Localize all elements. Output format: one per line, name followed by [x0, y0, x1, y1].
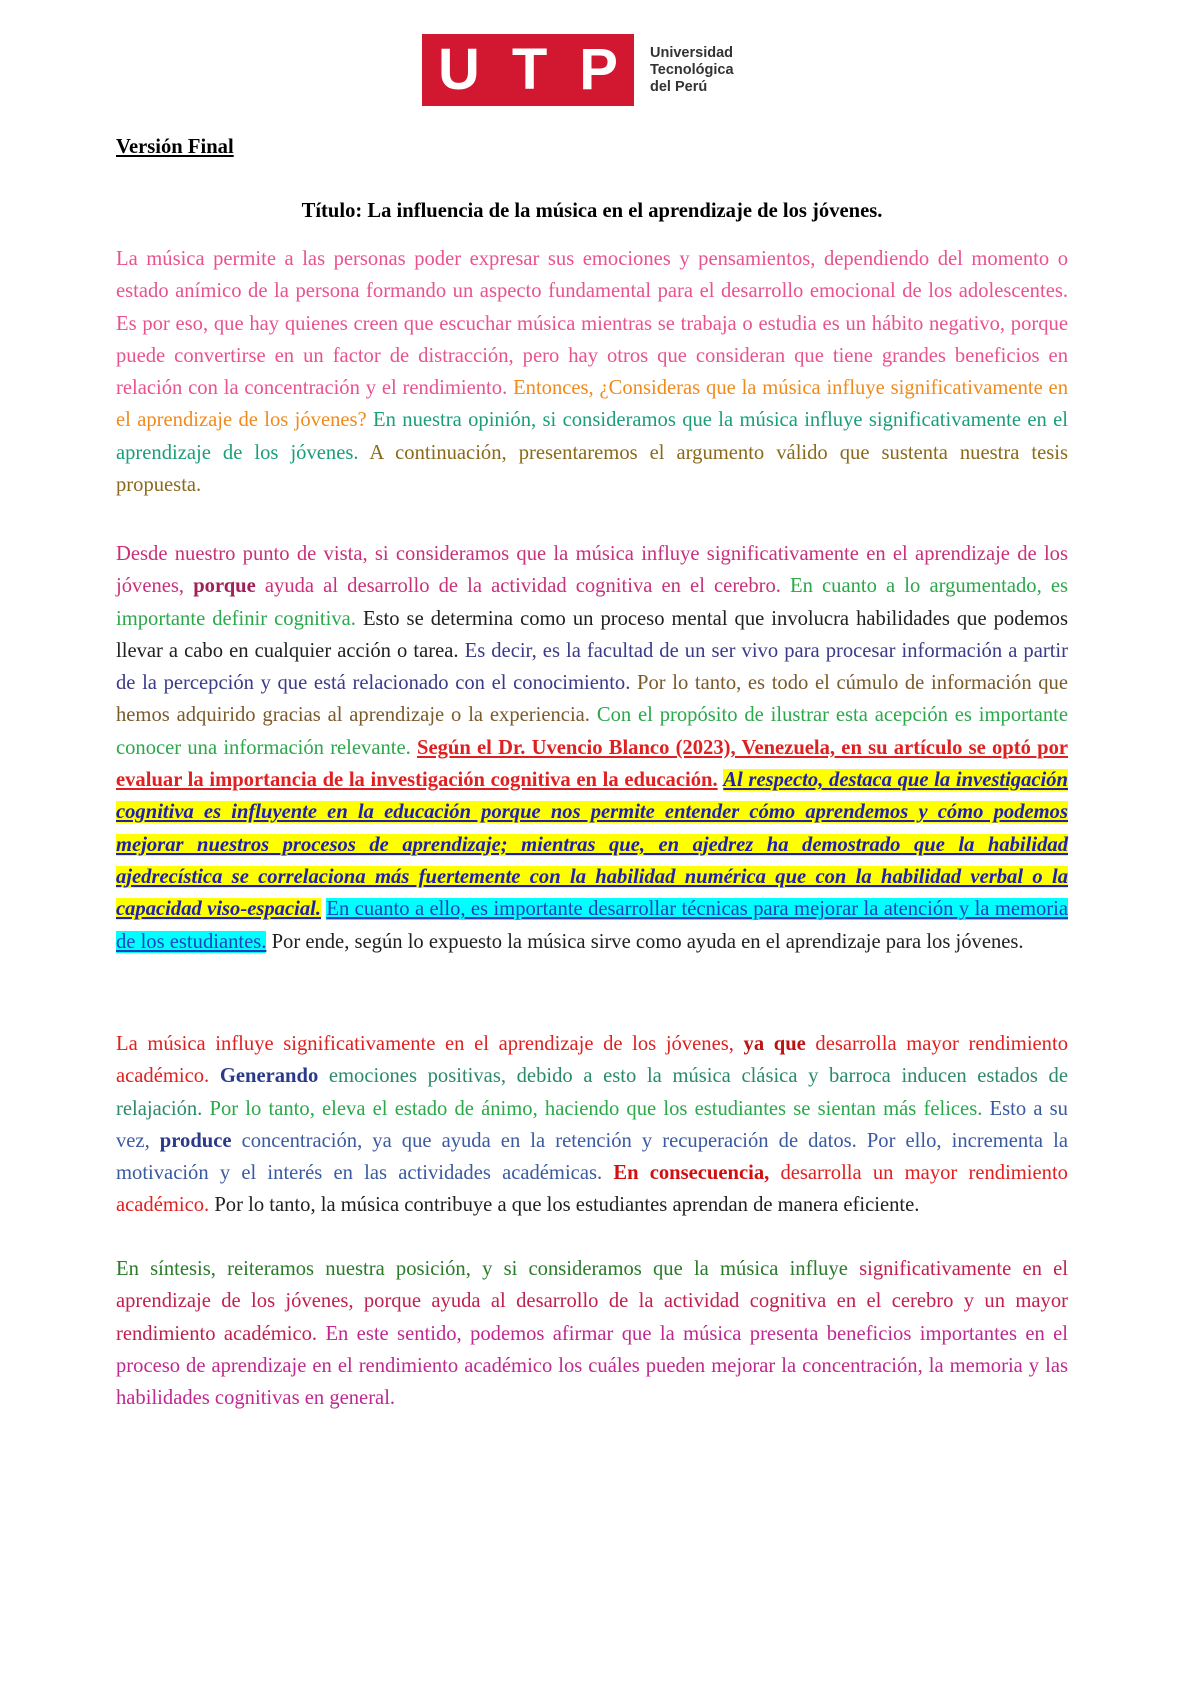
text-run: En nuestra opinión, si consideramos que la música influye significativamente en el aprendizaje de los jóvenes.: [116, 409, 1068, 464]
text-run: En este sentido, podemos afirmar que la música presenta beneficios importantes en el proceso de aprendizaje en el rendimiento académico los cuáles pueden mejorar la concentración, la memoria y las habilidades cognitivas en general.: [116, 1322, 1068, 1410]
text-run: porque: [193, 575, 256, 598]
paragraph-intro: [116, 243, 1068, 501]
text-run: concentración, ya que ayuda en la retención y recuperación de datos. Por ello, incrementa la motivación y el interés en las actividades académicas.: [116, 1129, 1068, 1185]
text-run: La música permite a las personas poder expresar sus emociones y pensamientos, dependiendo del momento o estado anímico de la persona formando un aspecto fundamental para el desarrollo emocional de los adolescentes. Es por eso, que hay quienes creen que escuchar música mientras se trabaja o estudia es un hábito negativo, porque puede convertirse en un factor de distracción, pero hay otros que consideran que tiene grandes beneficios en relación con la concentración y el rendimiento.: [116, 248, 1068, 400]
logo-wordmark: [650, 45, 734, 96]
utp-logo-mark: [422, 34, 634, 106]
text-run: Por lo tanto, es todo el cúmulo de información que hemos adquirido gracias al aprendizaje o la experiencia.: [116, 672, 1068, 727]
text-run: Es decir, es la facultad de un ser vivo para procesar información a partir de la percepción y que está relacionado con el conocimiento.: [116, 639, 1068, 695]
text-run: Esto se determina como un proceso mental que involucra habilidades que podemos llevar a cabo en cualquier acción o tarea.: [116, 607, 1068, 662]
text-run: Entonces, ¿Consideras que la música influye significativamente en el aprendizaje de los jóvenes?: [116, 377, 1068, 432]
text-run: La música influye significativamente en el aprendizaje de los jóvenes,: [116, 1033, 744, 1055]
text-run: En cuanto a ello, es importante desarrollar técnicas para mejorar la atención y la memoria de los estudiantes.: [116, 898, 1069, 953]
text-run: produce: [159, 1129, 232, 1152]
text-run: significativamente en el aprendizaje de los jóvenes, porque ayuda al desarrollo de la actividad cognitiva en el cerebro y un mayor rendimiento académico.: [116, 1258, 1068, 1345]
logo-letter-u: U: [437, 37, 480, 102]
text-run: Desde nuestro punto de vista, si consideramos que la música influye significativamente en el aprendizaje de los jóvenes,: [116, 543, 1068, 598]
text-run: Generando: [219, 1065, 319, 1088]
text-run: En cuanto a lo argumentado, es importante definir cognitiva.: [116, 575, 1069, 630]
text-run: desarrolla un mayor rendimiento académico.: [116, 1162, 1068, 1217]
text-run: Por lo tanto, eleva el estado de ánimo, haciendo que los estudiantes se sientan más felices.: [209, 1097, 990, 1120]
document-title: Título: La influencia de la música en el aprendizaje de los jóvenes.: [301, 200, 883, 222]
logo-line-1: Universidad: [650, 44, 733, 61]
paragraph-academic-performance: [116, 1028, 1068, 1222]
text-run: A continuación, presentaremos el argumento válido que sustenta nuestra tesis propuesta.: [116, 441, 1068, 497]
text-run: desarrolla mayor rendimiento académico.: [116, 1033, 1068, 1088]
text-run: Por lo tanto, la música contribuye a que los estudiantes aprendan de manera eficiente.: [214, 1194, 920, 1217]
text-run: emociones positivas, debido a esto la música clásica y barroca inducen estados de relajación.: [116, 1065, 1068, 1120]
text-run: Con el propósito de ilustrar esta acepción es importante conocer una información relevante.: [116, 704, 1068, 759]
text-run: ayuda al desarrollo de la actividad cognitiva en el cerebro.: [255, 575, 791, 598]
text-run: Al respecto, destaca que la investigación cognitiva es influyente en la educación porque nos permite entender cómo aprendemos y cómo podemos mejorar nuestros procesos de aprendizaje; mientras que, en ajedrez ha demostrado que la habilidad ajedrecística se correlaciona más fuertemente con la habilidad numérica que con la habilidad verbal o la capacidad viso-espacial.: [116, 769, 1068, 921]
version-heading: Versión Final: [116, 136, 234, 158]
text-run: Según el Dr. Uvencio Blanco (2023), Venezuela, en su artículo se optó por evaluar la importancia de la investigación cognitiva en la educación.: [116, 736, 1069, 792]
logo-line-2: Tecnológica: [650, 61, 734, 78]
text-run: En consecuencia,: [613, 1162, 770, 1185]
text-run: Por ende, según lo expuesto la música sirve como ayuda en el aprendizaje para los jóvenes.: [266, 930, 1024, 953]
paragraph-conclusion: [116, 1253, 1068, 1414]
logo-line-3: del Perú: [650, 78, 708, 95]
paragraph-argument: [116, 538, 1068, 958]
utp-logo: [422, 34, 734, 106]
logo-letter-p: P: [579, 37, 618, 102]
text-run: ya que: [743, 1033, 806, 1055]
logo-letter-t: T: [511, 37, 548, 102]
text-run: En síntesis, reiteramos nuestra posición, y si consideramos que la música influye: [116, 1258, 860, 1280]
text-run: Esto a su vez,: [116, 1097, 1068, 1152]
